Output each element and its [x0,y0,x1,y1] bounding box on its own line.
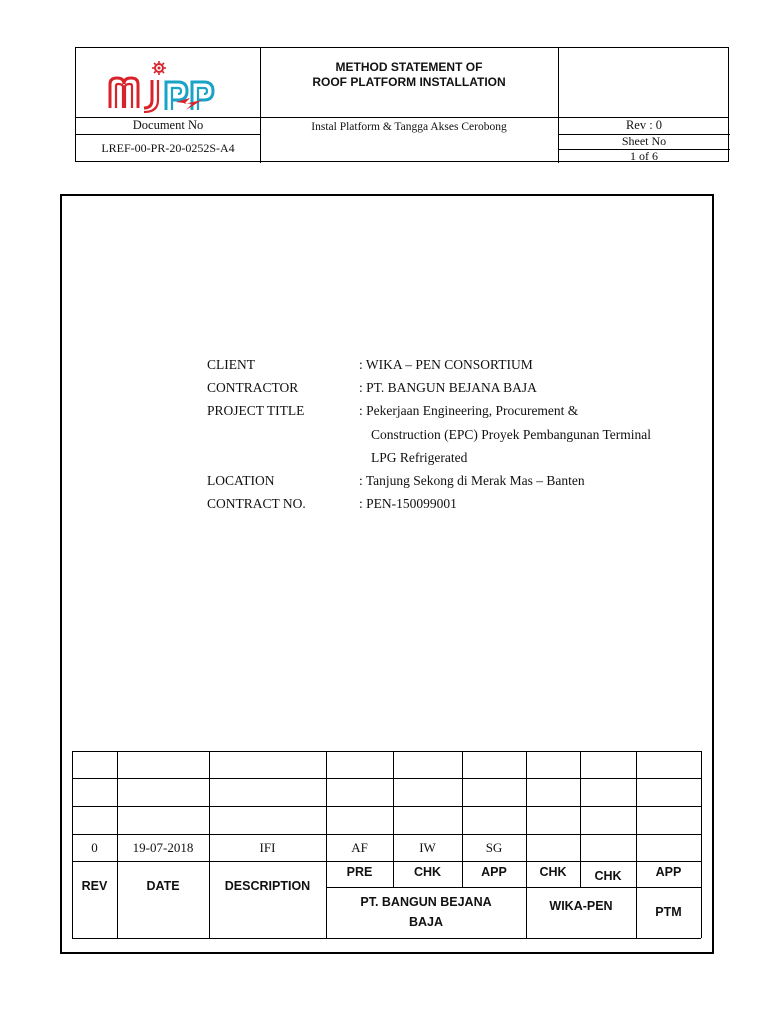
header-pre: PRE [346,865,373,879]
document-no-label: Document No [132,118,204,132]
title-line-1: METHOD STATEMENT OF [335,60,483,74]
header-chk-2: CHK [539,865,567,879]
revision-table [72,751,701,938]
table-line [72,806,701,807]
document-header [75,47,729,162]
header-rev: REV [81,879,108,893]
info-label: CONTRACT NO. [207,496,306,511]
header-chk-3: CHK [594,869,622,883]
group-label: BAJA [408,915,444,929]
entry-pre: AF [351,839,368,855]
header-date: DATE [146,879,180,893]
entry-description: IFI [259,839,276,855]
info-value: : PEN-150099001 [359,496,457,511]
table-line [326,887,526,888]
company-logo [106,58,222,116]
header-description: DESCRIPTION [224,879,311,893]
info-label: PROJECT TITLE [207,403,305,418]
info-value: : WIKA – PEN CONSORTIUM [359,357,533,372]
title-line-2: ROOF PLATFORM INSTALLATION [312,75,506,89]
table-line [636,887,701,888]
entry-rev: 0 [91,839,98,855]
info-value: : Tanjung Sekong di Merak Mas – Banten [359,473,585,488]
group-ptm: PTM [655,905,682,919]
table-line [72,938,701,939]
info-value: : PT. BANGUN BEJANA BAJA [359,380,537,395]
entry-chk: IW [419,839,436,855]
info-label: LOCATION [207,473,275,488]
group-label: PT. BANGUN BEJANA [360,895,492,909]
table-line [526,887,636,888]
info-value: : Pekerjaan Engineering, Procurement & [359,403,579,418]
header-chk: CHK [413,865,442,879]
group-bangun-bejana [326,889,526,935]
sheet-no-label: Sheet No [621,134,667,148]
entry-date: 19-07-2018 [132,839,194,855]
header-app: APP [481,865,507,879]
info-label: CLIENT [207,357,255,372]
sheet-no-value: 1 of 6 [630,148,658,163]
table-line [72,751,701,752]
revision-label: Rev : 0 [625,118,663,132]
info-value: Construction (EPC) Proyek Pembangunan Terminal [371,427,652,442]
entry-app: SG [485,839,503,855]
document-title [260,56,558,94]
group-wika-pen: WIKA-PEN [549,899,613,913]
header-app-2: APP [655,865,682,879]
info-label: CONTRACTOR [207,380,299,395]
table-line [701,751,702,938]
info-value: LPG Refrigerated [371,450,468,465]
document-no-value: LREF-00-PR-20-0252S-A4 [101,140,235,155]
table-line [72,778,701,779]
document-subject: Instal Platform & Tangga Akses Cerobong [311,121,507,133]
